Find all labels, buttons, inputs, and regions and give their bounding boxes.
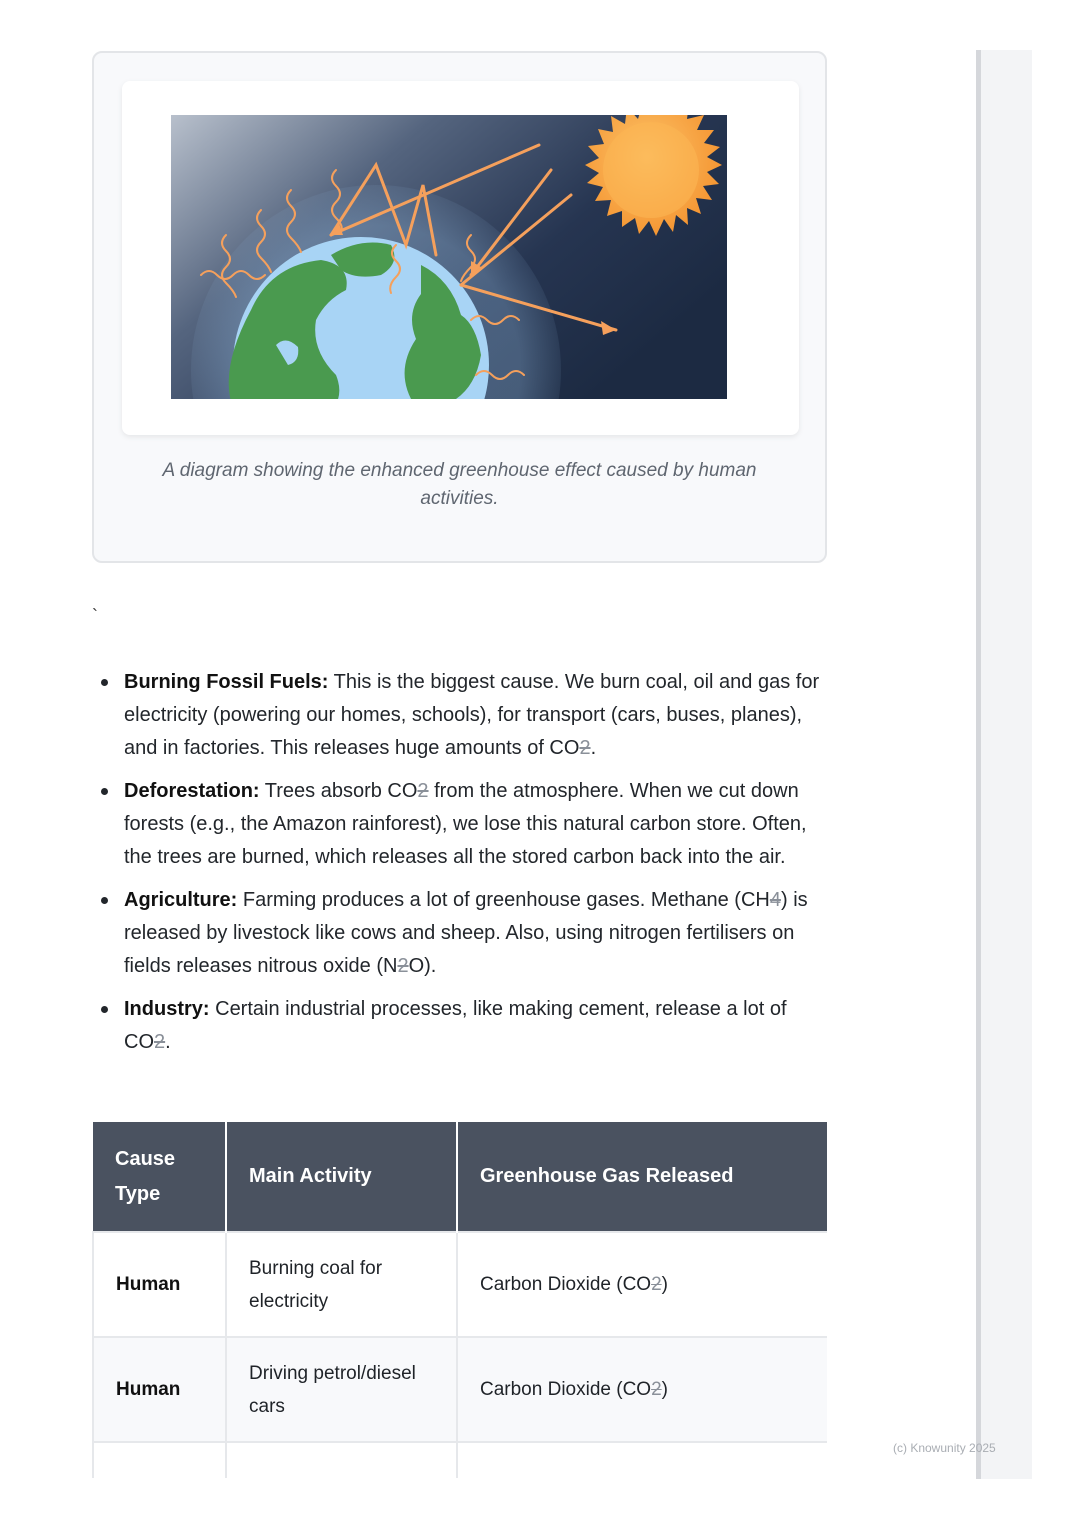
list-item xyxy=(92,666,832,765)
cause-text: This is the biggest cause. We burn coal, oil and gas for electricity (powering our homes, schools), for transport (cars, buses, planes), and in factories. This releases huge amounts of CO xyxy=(124,671,820,759)
subscript: 4 xyxy=(769,889,781,911)
gas-text: ) xyxy=(661,1379,668,1400)
cause-text: . xyxy=(165,1031,171,1053)
figure-image-frame xyxy=(122,81,799,435)
activity-cell: Burning coal for electricity xyxy=(226,1232,457,1337)
cause-text: from the atmosphere. When we cut down forests (e.g., the Amazon rainforest), we lose this natural carbon store. Often, the trees are burned, which releases all the stored carbon back into the air. xyxy=(124,780,807,868)
gas-cell xyxy=(457,1232,827,1337)
column-header: Main Activity xyxy=(226,1122,457,1232)
cause-term: Burning Fossil Fuels: xyxy=(124,671,329,693)
gas-text: ) xyxy=(661,1274,668,1295)
cause-text: Trees absorb CO xyxy=(259,780,418,802)
list-item xyxy=(92,993,832,1059)
subscript: 2 xyxy=(417,780,429,802)
gas-text: Carbon Dioxide (CO xyxy=(480,1274,652,1295)
list-item xyxy=(92,884,832,983)
empty-cell xyxy=(93,1442,226,1478)
list-item xyxy=(92,775,832,874)
causes-list xyxy=(92,666,832,1069)
column-header: Greenhouse Gas Released xyxy=(457,1122,827,1232)
gas-cell xyxy=(457,1337,827,1442)
empty-cell xyxy=(226,1442,457,1478)
activity-cell: Driving petrol/diesel cars xyxy=(226,1337,457,1442)
scrollbar[interactable] xyxy=(976,50,1032,1479)
empty-cell xyxy=(457,1442,827,1478)
cause-text: ) is released by livestock like cows and sheep. Also, using nitrogen fertilisers on fields releases nitrous oxide (N xyxy=(124,889,808,977)
stray-mark: ` xyxy=(92,606,98,626)
cause-text: . xyxy=(590,737,597,759)
table-row xyxy=(93,1442,827,1478)
cause-type-cell: Human xyxy=(93,1337,226,1442)
subscript: 2 xyxy=(651,1379,662,1400)
cause-term: Industry: xyxy=(124,998,210,1020)
table-header-row xyxy=(93,1122,827,1232)
gas-text: Carbon Dioxide (CO xyxy=(480,1379,652,1400)
column-header: Cause Type xyxy=(93,1122,226,1232)
cause-term: Agriculture: xyxy=(124,889,238,911)
subscript: 2 xyxy=(397,955,409,977)
copyright-text: (c) Knowunity 2025 xyxy=(893,1441,996,1455)
figure-card xyxy=(92,51,827,563)
subscript: 2 xyxy=(651,1274,662,1295)
subscript: 2 xyxy=(579,737,591,759)
cause-text: Certain industrial processes, like making cement, release a lot of CO xyxy=(124,998,787,1053)
cause-text: O). xyxy=(408,955,437,977)
greenhouse-effect-illustration xyxy=(171,115,727,399)
causes-table xyxy=(92,1122,827,1478)
table-row xyxy=(93,1337,827,1442)
figure-caption: A diagram showing the enhanced greenhouse effect caused by human activities. xyxy=(162,460,757,509)
subscript: 2 xyxy=(154,1031,166,1053)
table-row xyxy=(93,1232,827,1337)
cause-term: Deforestation: xyxy=(124,780,260,802)
cause-type-cell: Human xyxy=(93,1232,226,1337)
cause-text: Farming produces a lot of greenhouse gases. Methane (CH xyxy=(237,889,770,911)
